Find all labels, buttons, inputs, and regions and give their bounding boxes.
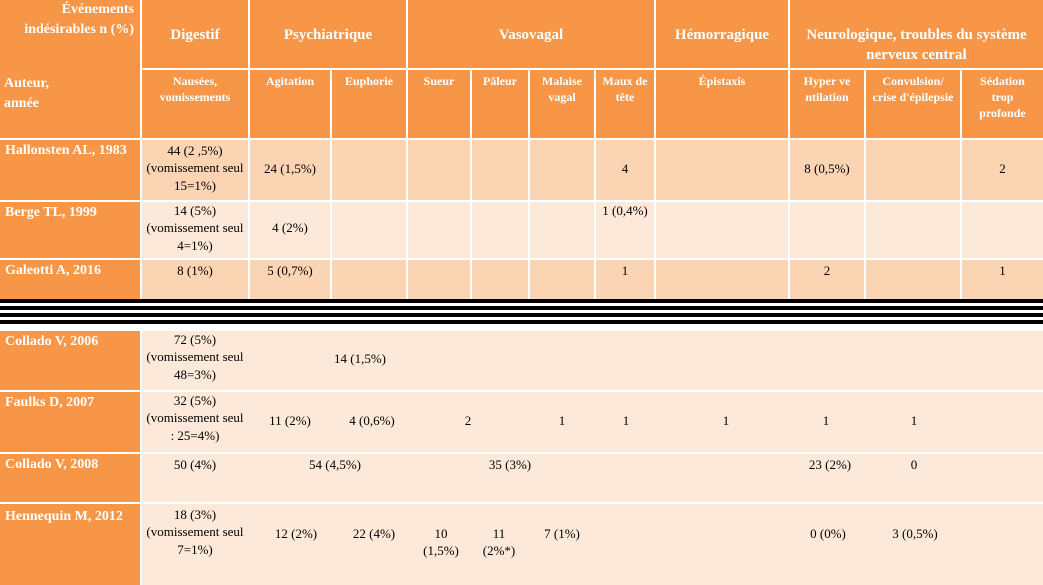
cell-collado-2008-vasovagal: 35 (3%) [488, 457, 532, 472]
column-divider [528, 140, 530, 300]
section-separator-line [0, 320, 1043, 324]
row-author-galeotti: Galeotti A, 2016 [0, 260, 140, 300]
cell-hennequin-euphorie: 22 (4%) [352, 526, 396, 541]
row-divider [0, 258, 1043, 260]
cell-collado-2006-psychiatrique: 14 (1,5%) [334, 351, 386, 366]
cell-faulks-convulsion: 1 [910, 413, 918, 428]
cell-faulks-agitation: 11 (2%) [269, 413, 311, 428]
group-psychiatrique: Psychiatrique [250, 0, 406, 68]
sub-malaise-vagal: Malaise vagal [530, 70, 594, 138]
sub-agitation: Agitation [250, 70, 330, 138]
group-neurologique: Neurologique, troubles du système nerveux central [790, 0, 1043, 68]
sub-paleur: Pâleur [472, 70, 528, 138]
cell-faulks-malaise-vagal: 1 [622, 413, 630, 428]
cell-berge-nausees: 14 (5%) (vomissement seul 4=1%) [146, 203, 244, 253]
section-separator-line [0, 299, 1043, 303]
row-author-collado-2008: Collado V, 2008 [0, 454, 140, 502]
column-divider [594, 140, 596, 300]
column-divider [960, 140, 962, 300]
sub-euphorie: Euphorie [332, 70, 406, 138]
cell-hennequin-malaise-vagal: 7 (1%) [544, 526, 580, 541]
sub-nausees: Nausées, vomissements [142, 70, 248, 138]
column-divider [248, 140, 250, 300]
cell-hennequin-agitation: 12 (2%) [274, 526, 318, 541]
sub-sedation: Sédation trop profonde [962, 70, 1043, 138]
column-divider [470, 140, 472, 300]
column-divider [864, 140, 866, 300]
header-corner [0, 0, 140, 138]
sub-sueur: Sueur [408, 70, 470, 138]
group-digestif: Digestif [142, 0, 248, 68]
cell-faulks-hyperventilation: 1 [822, 413, 830, 428]
group-hemorragique: Hémorragique [656, 0, 788, 68]
cell-hallonsten-agitation: 24 (1,5%) [264, 161, 316, 176]
cell-hennequin-nausees: 18 (3%) (vomissement seul 7=1%) [146, 507, 244, 557]
cell-hennequin-convulsion: 3 (0,5%) [892, 526, 938, 541]
cell-hennequin-hyperventilation: 0 (0%) [810, 526, 846, 541]
row-band [142, 504, 1043, 585]
cell-collado-2008-psychiatrique: 54 (4,5%) [309, 457, 361, 472]
cell-collado-2006-nausees: 72 (5%) (vomissement seul 48=3%) [146, 332, 244, 382]
cell-berge-agitation: 4 (2%) [272, 220, 308, 235]
column-divider [330, 140, 332, 300]
section-separator-line [0, 313, 1043, 317]
row-divider [0, 390, 1043, 392]
corner-bottom-label: Auteur, année [4, 76, 49, 112]
cell-galeotti-maux-de-tete: 1 [621, 263, 629, 278]
cell-hennequin-paleur: 11 (2%*) [482, 526, 516, 559]
corner-top-label: Événements indésirables n (%) [24, 2, 134, 37]
sub-maux-de-tete: Maux de tête [596, 70, 654, 138]
row-author-hallonsten: Hallonsten AL, 1983 [0, 140, 140, 200]
cell-berge-maux-de-tete: 1 (0,4%) [602, 203, 648, 218]
group-vasovagal: Vasovagal [408, 0, 654, 68]
cell-hallonsten-hyperventilation: 8 (0,5%) [804, 161, 850, 176]
cell-faulks-sueur: 2 [464, 413, 472, 428]
sub-epistaxis: Épistaxis [656, 70, 788, 138]
cell-hennequin-sueur: 10 (1,5%) [423, 526, 459, 559]
cell-hallonsten-sedation: 2 [999, 161, 1006, 176]
row-divider [0, 200, 1043, 202]
row-band-right-extension [142, 180, 1043, 200]
cell-hallonsten-maux-de-tete: 4 [621, 161, 629, 176]
row-author-faulks: Faulks D, 2007 [0, 392, 140, 452]
cell-galeotti-agitation: 5 (0,7%) [267, 263, 313, 278]
column-divider [406, 140, 408, 300]
cell-collado-2008-nausees: 50 (4%) [173, 457, 217, 472]
row-divider [0, 452, 1043, 454]
row-band [142, 331, 1043, 390]
cell-faulks-euphorie: 4 (0,6%) [349, 413, 395, 428]
row-author-berge: Berge TL, 1999 [0, 202, 140, 258]
row-author-collado-2006: Collado V, 2006 [0, 331, 140, 390]
cell-faulks-maux-de-tete: 1 [722, 413, 730, 428]
sub-hyperventilation: Hyper ventilation [790, 70, 864, 138]
sub-convulsion: Convulsion/ crise d'épilepsie [866, 70, 960, 138]
cell-galeotti-hyperventilation: 2 [823, 263, 831, 278]
cell-collado-2008-hyperventilation: 23 (2%) [808, 457, 852, 472]
column-divider [788, 140, 790, 300]
row-divider [0, 502, 1043, 504]
cell-hallonsten-nausees: 44 (2 ,5%) (vomissement seul 15=1%) [146, 143, 244, 193]
cell-galeotti-nausees: 8 (1%) [177, 263, 213, 278]
row-author-hennequin: Hennequin M, 2012 [0, 504, 140, 585]
cell-galeotti-sedation: 1 [999, 263, 1006, 278]
column-divider [654, 140, 656, 300]
cell-collado-2008-convulsion: 0 [910, 457, 918, 472]
section-separator-line [0, 306, 1043, 310]
cell-faulks-paleur: 1 [558, 413, 566, 428]
cell-faulks-nausees: 32 (5%) (vomissement seul : 25=4%) [146, 393, 244, 443]
